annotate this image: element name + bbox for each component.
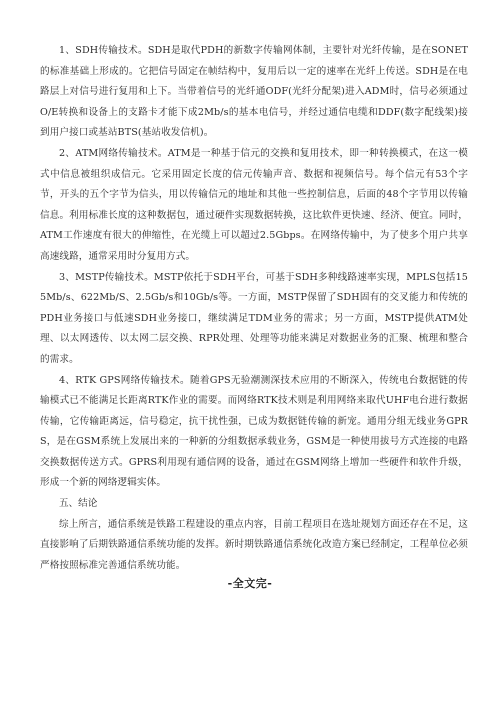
document-body — [40, 41, 468, 576]
conclusion-heading: 五、结论 — [59, 498, 98, 510]
end-of-document-mark: -全文完- — [227, 577, 273, 590]
paragraph-conclusion: 综上所言，通信系统是铁路工程建设的重点内容，目前工程项目在选址规划方面还存在不足，这直接影响了后期铁路通信系统功能的发挥。新时期铁路通信系统化改造方案已经制定，工程单位必须严格按照标准完善通信系统功能。 — [40, 518, 468, 571]
paragraph-mstp: 3、MSTP传输技术。MSTP依托于SDH平台，可基于SDH多种线路速率实现，MPLS包括155Mb/s、622Mb/S、2.5Gb/s和10Gb/s等。一方面，MSTP保留了SDH固有的交叉能力和传统的PDH业务接口与低速SDH业务接口，继续满足TDM业务的需求；另一方面，MSTP提供ATM处理、以太网透传、以太网二层交换、RPR处理、处理等功能来满足对数据业务的汇聚、梳理和整合的需求。 — [40, 271, 468, 365]
paragraph-rtk: 4、RTK GPS网络传输技术。随着GPS无验潮测深技术应用的不断深入，传统电台数据链的传输模式已不能满足长距离RTK作业的需要。而网络RTK技术则是利用网络来取代UHF电台进行数据传输，它传输距离远，信号稳定，抗干扰性强，已成为数据链传输的新宠。通用分组无线业务GPRS，是在GSM系统上发展出来的一种新的分组数据承载业务，GSM是一种使用拔号方式连接的电路交换数据传送方式。GPRS利用现有通信网的设备，通过在GSM网络上增加一些硬件和软件升级，形成一个新的网络逻辑实体。 — [40, 374, 468, 489]
paragraph-atm: 2、ATM网络传输技术。ATM是一种基于信元的交换和复用技术，即一种转换模式，在这一模式中信息被组织成信元。它采用固定长度的信元传输声音、数据和视频信号。每个信元有53个字节，开头的五个字节为信头，用以传输信元的地址和其他一些控制信息，后面的48个字节用以传输信息。利用标准长度的这种数据包，通过硬件实现数据转换，这比软件更快速、经济、便宜。同时，ATM工作速度有很大的伸缩性，在光缆上可以超过2.5Gbps。在网络传输中，为了使多个用户共享高速线路，通常采用时分复用方式。 — [40, 147, 468, 262]
paragraph-sdh: 1、SDH传输技术。SDH是取代PDH的新数字传输网体制，主要针对光纤传输，是在SONET的标准基础上形成的。它把信号固定在帧结构中，复用后以一定的速率在光纤上传送。SDH是在电路层上对信号进行复用和上下。当带着信号的光纤通ODF(光纤分配架)进入ADM时，信号必须通过O/E转换和设备上的支路卡才能下成2Mb/s的基本电信号，并经过通信电缆和DDF(数字配线架)接到用户接口或基站BTS(基站收发信机)。 — [40, 45, 468, 139]
